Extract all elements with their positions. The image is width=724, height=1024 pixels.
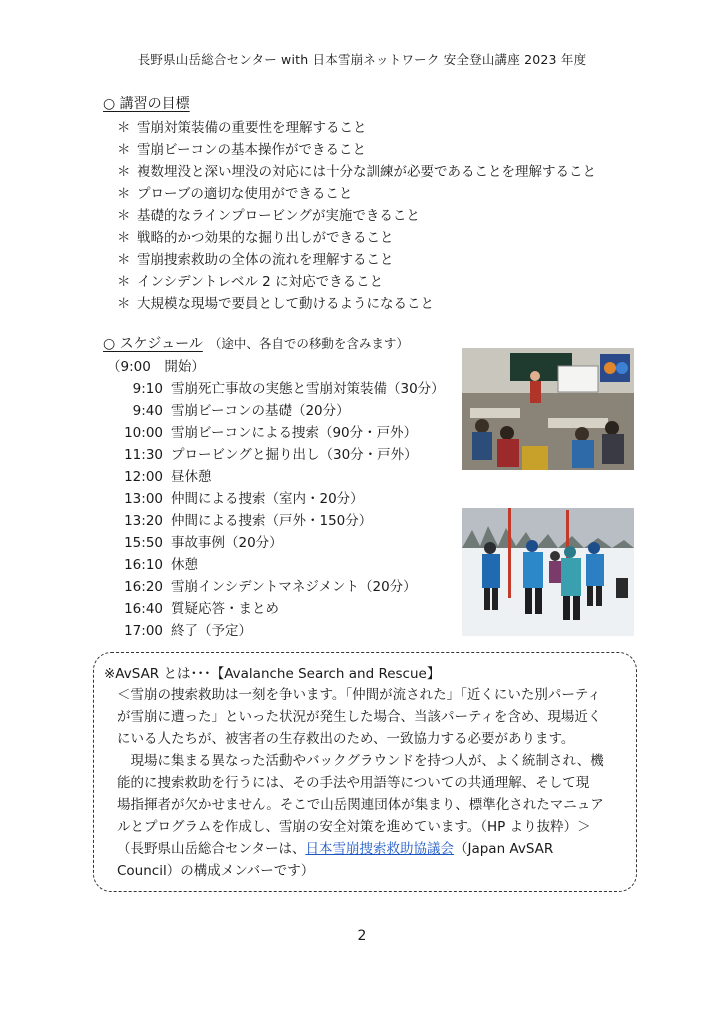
schedule-time: 17:00 — [124, 623, 163, 639]
goal-item — [117, 205, 596, 227]
schedule-time: 16:40 — [124, 601, 163, 617]
goal-text: 戦略的かつ効果的な掘り出しができること — [137, 230, 394, 246]
schedule-item — [103, 554, 445, 576]
goals-heading — [103, 93, 190, 113]
classroom-photo — [462, 348, 634, 470]
avsar-line: にいる人たちが、被害者の生存救出のため、一致協力する必要があります。 — [117, 731, 575, 747]
goal-text: 雪崩ビーコンの基本操作ができること — [137, 142, 366, 158]
avsar-line: 現場に集まる異なった活動やバックグラウンドを持つ人が、よく統制され、機 — [117, 753, 604, 769]
goal-text: 雪崩捜索救助の全体の流れを理解すること — [137, 252, 394, 268]
schedule-desc: 雪崩インシデントマネジメント（20分） — [171, 579, 417, 595]
schedule-desc: 事故事例（20分） — [171, 535, 283, 551]
goal-text: プローブの適切な使用ができること — [137, 186, 353, 202]
schedule-item — [103, 488, 445, 510]
schedule-desc: プロービングと掘り出し（30分・戸外） — [171, 447, 418, 463]
goal-item — [117, 183, 596, 205]
goal-item — [117, 271, 596, 293]
snow-field-photo-image — [462, 508, 634, 636]
bullet-icon: ＊ — [117, 296, 131, 312]
avsar-line: 場指揮者が欠かせません。そこで山岳関連団体が集まり、標準化されたマニュア — [117, 797, 604, 813]
schedule-item — [103, 620, 445, 642]
goals-list — [117, 117, 596, 315]
schedule-desc: 雪崩ビーコンによる捜索（90分・戸外） — [171, 425, 418, 441]
snow-field-photo — [462, 508, 634, 636]
schedule-item — [103, 598, 445, 620]
schedule-desc: 質疑応答・まとめ — [171, 601, 279, 617]
schedule-item — [103, 532, 445, 554]
schedule-start: （9:00 開始） — [107, 359, 205, 375]
bullet-icon: ＊ — [117, 230, 131, 246]
goal-item — [117, 227, 596, 249]
goal-item — [117, 117, 596, 139]
schedule-time: 12:00 — [124, 469, 163, 485]
goal-text: 大規模な現場で要員として動けるようになること — [137, 296, 434, 312]
schedule-item — [103, 510, 445, 532]
schedule-time: 13:20 — [124, 513, 163, 529]
schedule-heading — [103, 333, 409, 353]
goal-text: 雪崩対策装備の重要性を理解すること — [137, 120, 367, 136]
goal-text: インシデントレベル 2 に対応できること — [137, 274, 384, 290]
bullet-icon: ＊ — [117, 164, 131, 180]
bullet-icon: ＊ — [117, 252, 131, 268]
schedule-item — [103, 466, 445, 488]
goal-text: 基礎的なラインプロービングが実施できること — [137, 208, 420, 224]
avsar-line: が雪崩に遭った」といった状況が発生した場合、当該パーティを含め、現場近く — [117, 709, 602, 725]
schedule-item — [103, 422, 445, 444]
avsar-member-line-2: Council）の構成メンバーです） — [117, 863, 315, 879]
bullet-icon: ＊ — [117, 274, 131, 290]
goal-item — [117, 161, 596, 183]
schedule-time: 16:20 — [124, 579, 163, 595]
avsar-line: ＜雪崩の捜索救助は一刻を争います。「仲間が流された」「近くにいた別パーティ — [117, 687, 601, 703]
schedule-heading-text: ○ スケジュール — [103, 336, 203, 352]
schedule-time: 9:10 — [132, 381, 163, 397]
avsar-title: ※AvSAR とは･･･【Avalanche Search and Rescue】 — [104, 666, 441, 682]
avsar-member-post: （Japan AvSAR — [453, 841, 554, 857]
schedule-item — [103, 378, 445, 400]
schedule-item — [103, 576, 445, 598]
schedule-time: 9:40 — [132, 403, 163, 419]
avsar-line: ルとプログラムを作成し、雪崩の安全対策を進めています。（HP より抜粋）＞ — [117, 819, 591, 835]
page-number: 2 — [357, 928, 367, 944]
page-header: 長野県山岳総合センター with 日本雪崩ネットワーク 安全登山講座 2023 年度 — [137, 52, 587, 67]
schedule-desc: 仲間による捜索（戸外・150分） — [171, 513, 373, 529]
bullet-icon: ＊ — [117, 186, 131, 202]
schedule-desc: 休憩 — [171, 557, 198, 573]
bullet-icon: ＊ — [117, 208, 131, 224]
schedule-list — [103, 356, 445, 642]
schedule-item — [103, 444, 445, 466]
avsar-line: 能的に捜索救助を行うには、その手法や用語等についての共通理解、そして現 — [117, 775, 590, 791]
classroom-photo-image — [462, 348, 634, 470]
jan-avsar-link[interactable]: 日本雪崩捜索救助協議会 — [305, 841, 454, 857]
bullet-icon: ＊ — [117, 142, 131, 158]
goal-item — [117, 139, 596, 161]
goals-heading-text: ○ 講習の目標 — [103, 96, 190, 112]
schedule-desc: 雪崩ビーコンの基礎（20分） — [171, 403, 350, 419]
schedule-time: 13:00 — [124, 491, 163, 507]
schedule-time: 16:10 — [124, 557, 163, 573]
goal-text: 複数埋没と深い埋没の対応には十分な訓練が必要であることを理解すること — [137, 164, 596, 180]
schedule-time: 11:30 — [124, 447, 163, 463]
goal-item — [117, 293, 596, 315]
schedule-desc: 終了（予定） — [171, 623, 252, 639]
schedule-desc: 仲間による捜索（室内・20分） — [171, 491, 364, 507]
avsar-member-line — [117, 837, 553, 857]
schedule-time: 15:50 — [124, 535, 163, 551]
schedule-note: （途中、各自での移動を含みます） — [208, 336, 409, 351]
schedule-desc: 雪崩死亡事故の実態と雪崩対策装備（30分） — [171, 381, 445, 397]
schedule-time: 10:00 — [124, 425, 163, 441]
schedule-desc: 昼休憩 — [171, 469, 212, 485]
bullet-icon: ＊ — [117, 120, 131, 136]
goal-item — [117, 249, 596, 271]
schedule-item — [103, 400, 445, 422]
avsar-member-pre: （長野県山岳総合センターは、 — [117, 841, 306, 857]
